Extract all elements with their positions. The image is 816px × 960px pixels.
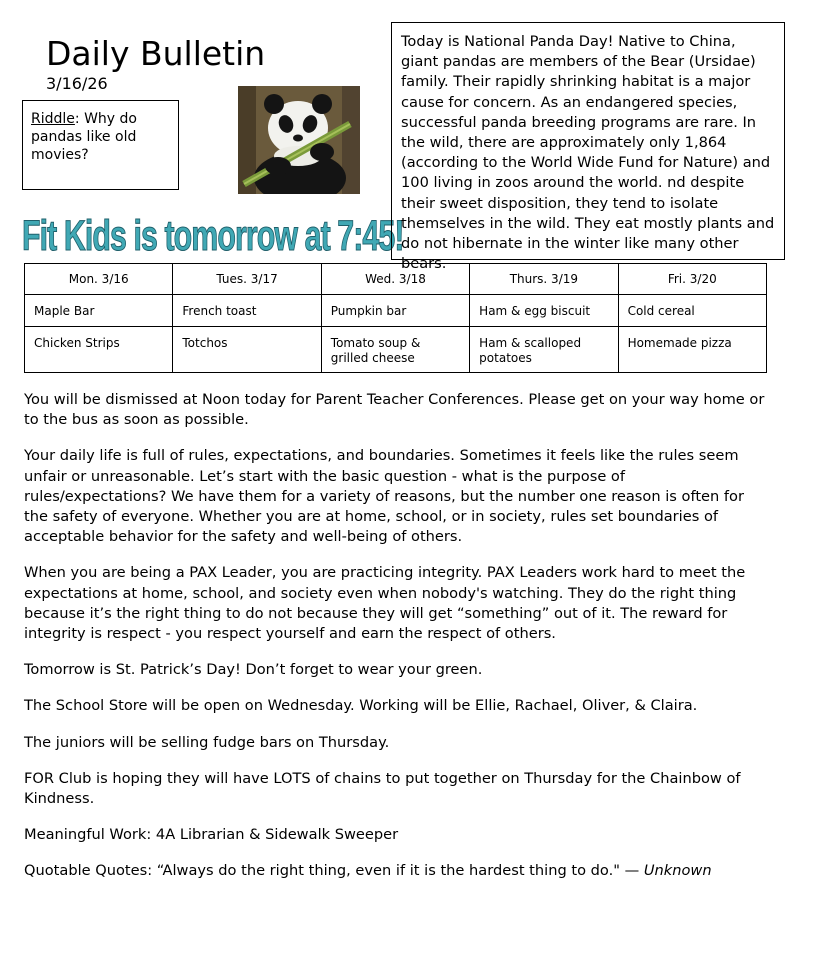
panda-photo	[238, 86, 360, 194]
menu-cell: Homemade pizza	[618, 327, 766, 373]
menu-cell: Pumpkin bar	[321, 295, 469, 327]
menu-table	[24, 263, 767, 373]
menu-cell: Totchos	[173, 327, 321, 373]
rules-paragraph: Your daily life is full of rules, expectations, and boundaries. Sometimes it feels like the rules seem unfair or unreasonable. Let’s start with the basic question - what is the purpose of rules/expectations? We have them for a variety of reasons, but the number one reason is often for the safety of everyone. Whether you are at home, school, or in society, rules set boundaries of acceptable behavior for the safety and well-being of others.	[24, 447, 744, 546]
menu-cell: French toast	[173, 295, 321, 327]
menu-day-header: Tues. 3/17	[173, 264, 321, 295]
announcements	[24, 390, 770, 898]
bulletin-date: 3/16/26	[46, 74, 108, 93]
school-store-paragraph: The School Store will be open on Wednesday. Working will be Ellie, Rachael, Oliver, & Claira.	[24, 697, 698, 715]
page-title: Daily Bulletin	[46, 34, 266, 73]
quote-paragraph	[24, 861, 770, 881]
meaningful-work-paragraph: Meaningful Work: 4A Librarian & Sidewalk Sweeper	[24, 826, 399, 844]
menu-day-header: Mon. 3/16	[25, 264, 173, 295]
panda-day-box: Today is National Panda Day! Native to China, giant pandas are members of the Bear (Ursidae) family. Their rapidly shrinking habitat is a major cause for concern. As an endangered species, successful panda breeding programs are rare. In the wild, there are approximately only 1,864 (according to the World Wide Fund for Nature) and 100 living in zoos around the world. nd despite their sweet disposition, they tend to isolate themselves in the wild. They eat mostly plants and do not hibernate in the winter like many other bears.	[391, 22, 785, 260]
quote-text: Quotable Quotes: “Always do the right thing, even if it is the hardest thing to do." —	[24, 862, 644, 880]
menu-cell: Ham & scalloped potatoes	[470, 327, 618, 373]
dismissal-paragraph: You will be dismissed at Noon today for Parent Teacher Conferences. Please get on your way home or to the bus as soon as possible.	[24, 391, 765, 429]
menu-cell: Tomato soup & grilled cheese	[321, 327, 469, 373]
menu-header-row	[25, 264, 767, 295]
quote-author: Unknown	[643, 862, 712, 880]
menu-lunch-row	[25, 327, 767, 373]
menu-cell: Ham & egg biscuit	[470, 295, 618, 327]
menu-cell: Cold cereal	[618, 295, 766, 327]
menu-cell: Chicken Strips	[25, 327, 173, 373]
fit-kids-banner: Fit Kids is tomorrow at 7:45!	[22, 211, 404, 259]
st-patricks-paragraph: Tomorrow is St. Patrick’s Day! Don’t forget to wear your green.	[24, 661, 483, 679]
pax-paragraph: When you are being a PAX Leader, you are practicing integrity. PAX Leaders work hard to meet the expectations at home, school, and society even when nobody's watching. They do the right thing because it’s the right thing to do not because they will get “something” out of it. The reward for integrity is respect - you respect yourself and earn the respect of others.	[24, 564, 746, 643]
menu-breakfast-row	[25, 295, 767, 327]
riddle-text: : Why do pandas like old movies?	[31, 111, 137, 163]
for-club-paragraph: FOR Club is hoping they will have LOTS of chains to put together on Thursday for the Chainbow of Kindness.	[24, 769, 741, 808]
menu-cell: Maple Bar	[25, 295, 173, 327]
panda-icon	[238, 86, 360, 194]
fudge-paragraph: The juniors will be selling fudge bars on Thursday.	[24, 733, 390, 751]
menu-day-header: Wed. 3/18	[321, 264, 469, 295]
riddle-box	[22, 100, 179, 190]
riddle-label: Riddle	[31, 111, 75, 127]
menu-day-header: Thurs. 3/19	[470, 264, 618, 295]
menu-day-header: Fri. 3/20	[618, 264, 766, 295]
